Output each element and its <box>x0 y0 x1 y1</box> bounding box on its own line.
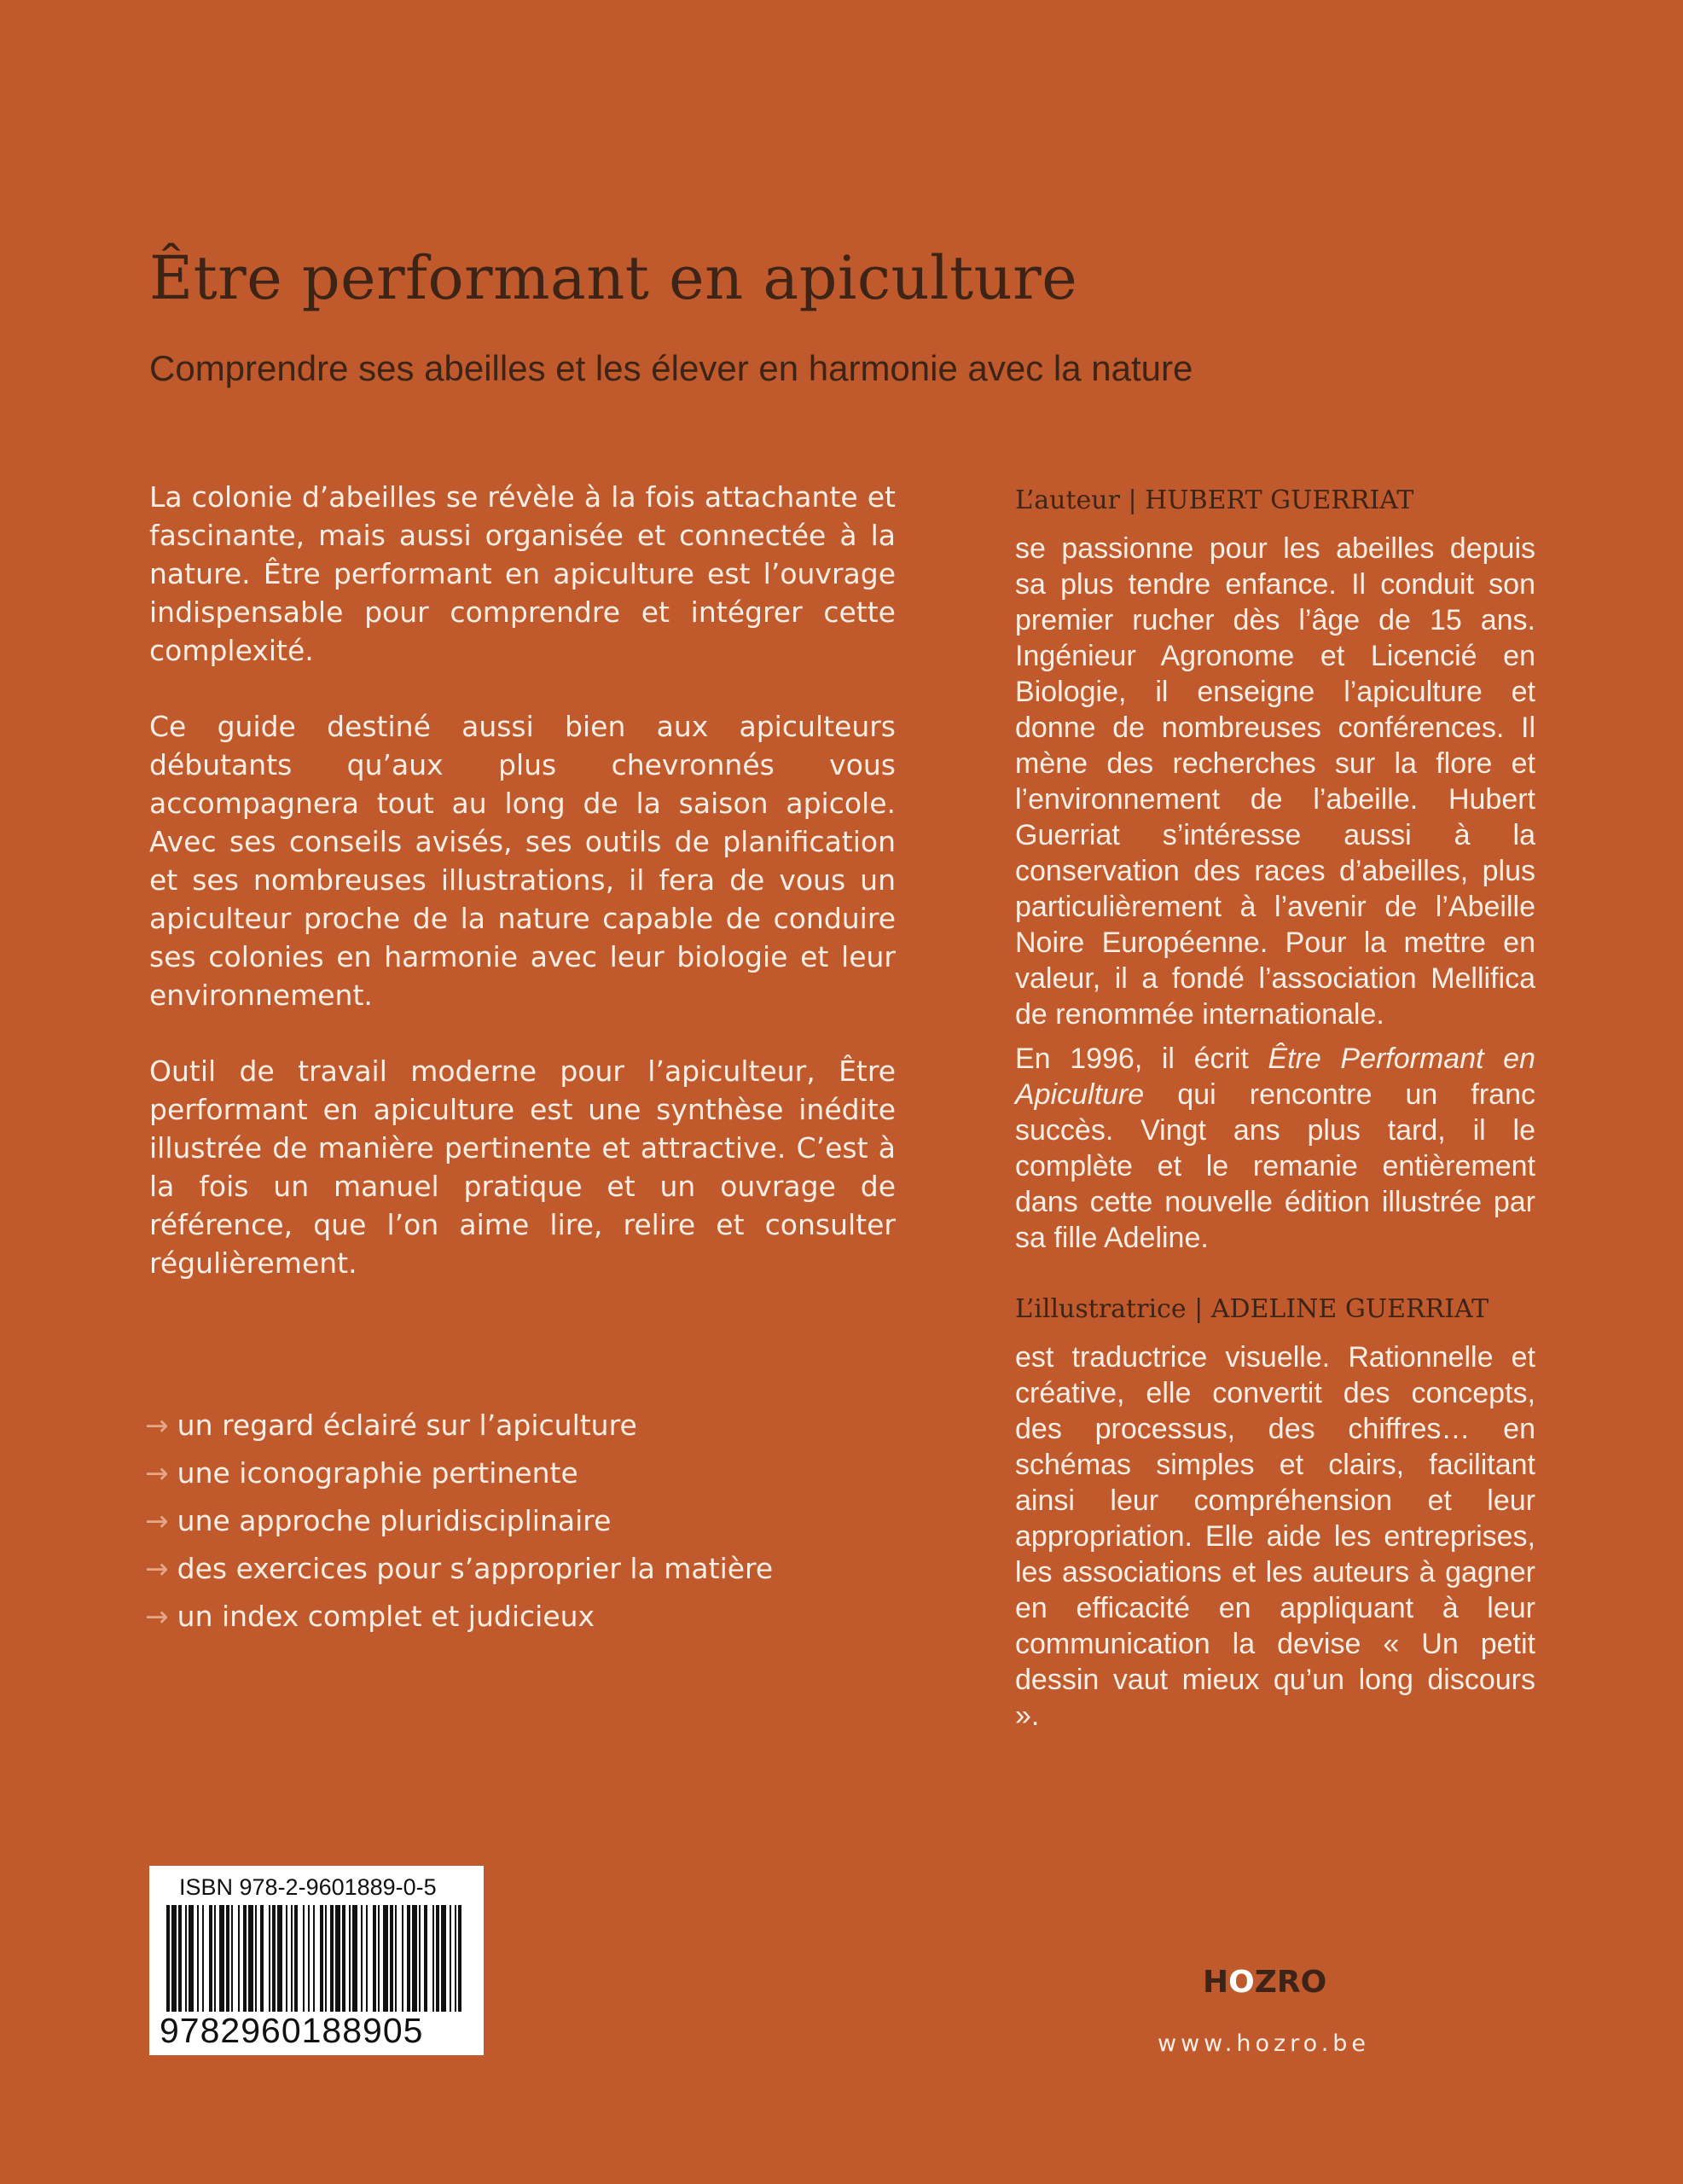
barcode-bar <box>441 1905 446 2012</box>
barcode-bar <box>325 1905 327 2012</box>
barcode-bar <box>294 1905 298 2012</box>
feature-text: un regard éclairé sur l’apiculture <box>177 1409 637 1442</box>
publisher-website: www.hozro.be <box>1158 2030 1371 2057</box>
barcode-bar <box>330 1905 334 2012</box>
arrow-icon: → <box>145 1504 169 1537</box>
arrow-icon: → <box>145 1600 169 1633</box>
author-name: HUBERT GUERRIAT <box>1145 485 1414 515</box>
barcode-bar <box>361 1905 363 2012</box>
feature-text: un index complet et judicieux <box>177 1600 595 1633</box>
author-bio-suffix: qui rencontre un franc succès. Vingt ans plus tard, il le complète et le remanie entièrement dans cette nouvelle édition illustrée par sa fille Adeline. <box>1015 1078 1535 1254</box>
illustrator-bio: est traductrice visuelle. Rationnelle et créative, elle convertit des concepts, des processus, des chiffres… en schémas simples et clairs, facilitant ainsi leur compréhension et leur appropriation. Elle aide les entreprises, les associations et les auteurs à gagner en efficacité en appliquant à leur communication la devise « Un petit dessin vaut mieux qu’un long discours ». <box>1015 1341 1535 1732</box>
barcode-bar <box>291 1905 293 2012</box>
barcode-bar <box>320 1905 323 2012</box>
feature-text: des exercices pour s’approprier la matière <box>177 1552 774 1585</box>
barcode-bar <box>260 1905 264 2012</box>
barcode-bar <box>202 1905 204 2012</box>
illustrator-heading <box>1015 1288 1535 1331</box>
barcode-bar <box>231 1905 233 2012</box>
barcode-bar <box>189 1905 194 2012</box>
barcode-bar <box>226 1905 229 2012</box>
arrow-icon: → <box>145 1409 169 1442</box>
book-title: Être performant en apiculture <box>149 243 1078 313</box>
author-book-title: Être Performant en Apiculture <box>1015 1043 1535 1111</box>
logo-text-o: O <box>1228 1965 1255 2000</box>
barcode-bar <box>373 1905 376 2012</box>
description <box>149 478 896 1320</box>
list-item <box>145 1497 773 1545</box>
barcode-bar <box>424 1905 427 2012</box>
barcode-bar <box>209 1905 212 2012</box>
isbn-barcode <box>149 1866 484 2055</box>
author-role: L’auteur | <box>1015 485 1137 515</box>
barcode-bar <box>412 1905 417 2012</box>
author-bio-prefix: En 1996, il écrit <box>1015 1043 1268 1075</box>
author-bio-history <box>1015 1041 1535 1256</box>
barcode-bar <box>378 1905 380 2012</box>
barcode-bar <box>458 1905 461 2012</box>
description-paragraph: Outil de travail moderne pour l’apiculteur, Être performant en apiculture est une synthèse inédite illustrée de manière pertinente et attractive. C’est à la fois un manuel pratique et un ouvrage de référence, que l’on aime lire, relire et consulter régulièrement. <box>149 1054 896 1280</box>
barcode-bar <box>407 1905 410 2012</box>
barcode-bar <box>313 1905 315 2012</box>
barcode-bar <box>303 1905 305 2012</box>
barcode-bar <box>402 1905 403 2012</box>
barcode-icon <box>166 1905 467 2012</box>
arrow-icon: → <box>145 1456 169 1490</box>
feature-list <box>145 1402 773 1641</box>
illustrator-name: ADELINE GUERRIAT <box>1210 1294 1489 1324</box>
barcode-bar <box>197 1905 199 2012</box>
barcode-bar <box>419 1905 421 2012</box>
credits <box>1015 479 1535 1734</box>
description-paragraph: Ce guide destiné aussi bien aux apiculteurs débutants qu’aux plus chevronnés vous accompagnera tout au long de la saison apicole. Avec ses conseils avisés, ses outils de planification et ses nombreuses illustrations, il fera de vous un apiculteur proche de la nature capable de conduire ses colonies en harmonie avec leur biologie et leur environnement. <box>149 710 896 1012</box>
illustrator-role: L’illustratrice | <box>1015 1294 1204 1324</box>
arrow-icon: → <box>145 1552 169 1585</box>
description-paragraph: La colonie d’abeilles se révèle à la fois attachante et fascinante, mais aussi organisée et connectée à la nature. Être performant en apiculture est l’ouvrage indispensable pour comprendre et intégrer cette complexité. <box>149 480 896 667</box>
logo-text-end: ZRO <box>1254 1965 1327 2000</box>
barcode-bar <box>366 1905 368 2012</box>
feature-text: une iconographie pertinente <box>177 1456 578 1490</box>
barcode-bar <box>269 1905 270 2012</box>
logo-text-start: H <box>1203 1965 1229 2000</box>
barcode-bar <box>390 1905 393 2012</box>
barcode-bar <box>214 1905 216 2012</box>
author-heading <box>1015 479 1535 522</box>
barcode-bar <box>248 1905 253 2012</box>
book-subtitle: Comprendre ses abeilles et les élever en harmonie avec la nature <box>149 348 1193 388</box>
list-item <box>145 1449 773 1497</box>
feature-text: une approche pluridisciplinaire <box>177 1504 612 1537</box>
barcode-bar <box>335 1905 340 2012</box>
barcode-bar <box>272 1905 276 2012</box>
author-bio: se passionne pour les abeilles depuis sa plus tendre enfance. Il conduit son premier rucher dès l’âge de 15 ans. Ingénieur Agronome et Licencié en Biologie, il enseigne l’apiculture et donne de nombreuses conférences. Il mène des recherches sur la flore et l’environnement de l’abeille. Hubert Guerriat s’intéresse aussi à la conservation des races d’abeilles, plus particulièrement à l’avenir de l’Abeille Noire Européenne. Pour la mettre en valeur, il a fondé l’association Mellifica de renommée internationale. <box>1015 532 1535 1031</box>
list-item <box>145 1402 773 1449</box>
barcode-bar <box>455 1905 456 2012</box>
barcode-bar <box>436 1905 439 2012</box>
barcode-bar <box>308 1905 310 2012</box>
publisher-logo <box>1203 1965 1326 2000</box>
barcode-bar <box>255 1905 257 2012</box>
barcode-bar <box>171 1905 177 2012</box>
barcode-bar <box>352 1905 357 2012</box>
barcode-bar <box>432 1905 434 2012</box>
isbn-number: 9782960188905 <box>160 2011 424 2050</box>
isbn-label: ISBN 978-2-9601889-0-5 <box>179 1874 437 1900</box>
barcode-bar <box>450 1905 451 2012</box>
barcode-bar <box>243 1905 247 2012</box>
barcode-bar <box>166 1905 170 2012</box>
barcode-bar <box>238 1905 240 2012</box>
barcode-bar <box>178 1905 182 2012</box>
barcode-bar <box>286 1905 287 2012</box>
list-item <box>145 1545 773 1593</box>
barcode-bar <box>185 1905 187 2012</box>
list-item <box>145 1593 773 1641</box>
barcode-bar <box>349 1905 351 2012</box>
barcode-bar <box>277 1905 282 2012</box>
barcode-bar <box>219 1905 224 2012</box>
barcode-bar <box>383 1905 388 2012</box>
barcode-bar <box>342 1905 345 2012</box>
barcode-bar <box>395 1905 397 2012</box>
